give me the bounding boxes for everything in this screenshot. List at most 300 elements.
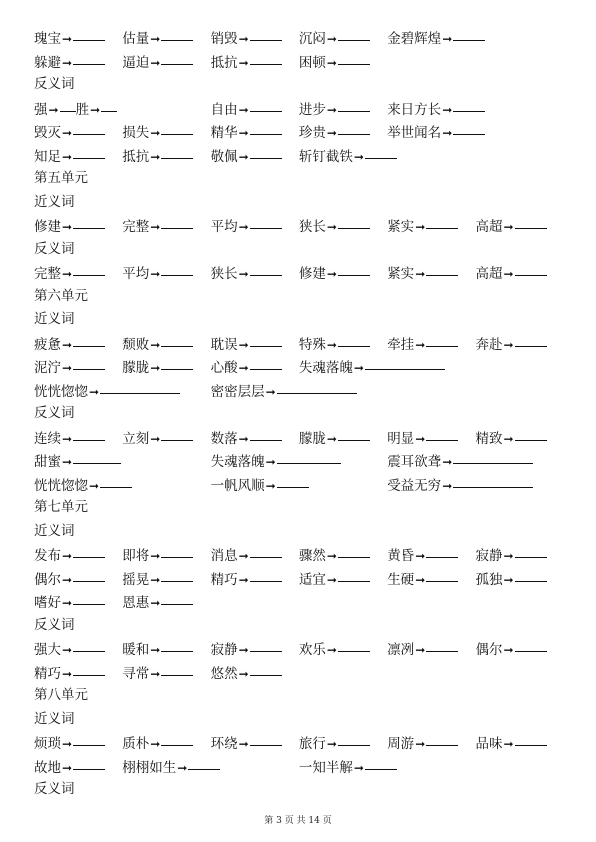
answer-blank[interactable] bbox=[365, 355, 445, 370]
arrow-icon: ➞ bbox=[62, 126, 73, 140]
word-item bbox=[299, 637, 387, 663]
word-text: 凛冽 bbox=[387, 642, 415, 658]
word-row bbox=[34, 590, 564, 614]
word-text: 故地 bbox=[34, 759, 61, 776]
arrow-icon: ➞ bbox=[238, 32, 249, 46]
answer-blank[interactable] bbox=[73, 731, 105, 746]
answer-blank[interactable] bbox=[161, 355, 193, 370]
answer-blank[interactable] bbox=[338, 543, 370, 558]
word-item bbox=[211, 449, 388, 475]
answer-blank[interactable] bbox=[73, 637, 105, 652]
word-text: 摇晃 bbox=[122, 571, 150, 588]
word-text: 心酸 bbox=[210, 360, 238, 376]
word-item bbox=[211, 26, 299, 52]
word-text: 精巧 bbox=[210, 571, 238, 588]
answer-blank[interactable] bbox=[515, 731, 547, 746]
arrow-icon: ➞ bbox=[415, 643, 426, 657]
word-row bbox=[34, 755, 564, 779]
word-text: 寂静 bbox=[210, 642, 238, 658]
arrow-icon: ➞ bbox=[442, 126, 453, 140]
answer-blank[interactable] bbox=[73, 214, 105, 229]
word-item bbox=[387, 214, 475, 240]
answer-blank[interactable] bbox=[73, 449, 121, 464]
arrow-icon: ➞ bbox=[265, 384, 276, 399]
answer-blank[interactable] bbox=[338, 50, 370, 65]
answer-blank[interactable] bbox=[250, 543, 282, 558]
word-item bbox=[387, 543, 475, 569]
answer-blank[interactable] bbox=[250, 214, 282, 229]
word-item bbox=[475, 214, 563, 240]
arrow-icon: ➞ bbox=[326, 32, 337, 46]
arrow-icon: ➞ bbox=[326, 549, 337, 563]
section-heading: 近义词 bbox=[34, 522, 75, 539]
answer-blank[interactable] bbox=[515, 426, 547, 441]
word-text: 损失 bbox=[122, 125, 150, 141]
answer-blank[interactable] bbox=[73, 261, 105, 276]
answer-blank[interactable] bbox=[426, 567, 458, 582]
answer-blank[interactable] bbox=[161, 590, 193, 605]
word-item bbox=[387, 426, 475, 452]
arrow-icon: ➞ bbox=[48, 102, 59, 117]
answer-blank[interactable] bbox=[426, 637, 458, 652]
answer-blank[interactable] bbox=[426, 214, 458, 229]
arrow-icon: ➞ bbox=[238, 572, 249, 587]
answer-blank[interactable] bbox=[161, 26, 193, 41]
answer-blank[interactable] bbox=[73, 26, 105, 41]
word-item bbox=[299, 426, 387, 452]
word-text: 旅行 bbox=[298, 736, 326, 752]
answer-blank[interactable] bbox=[161, 214, 193, 229]
arrow-icon: ➞ bbox=[150, 337, 161, 352]
answer-blank[interactable] bbox=[515, 567, 547, 582]
word-item bbox=[34, 590, 122, 616]
word-text: 失魂落魄 bbox=[210, 454, 265, 470]
answer-blank[interactable] bbox=[73, 120, 105, 135]
word-text: 精致 bbox=[475, 430, 503, 447]
answer-blank[interactable] bbox=[338, 731, 370, 746]
word-text: 奔赴 bbox=[475, 336, 503, 353]
arrow-icon: ➞ bbox=[62, 760, 73, 775]
answer-blank[interactable] bbox=[515, 637, 547, 652]
answer-blank[interactable] bbox=[277, 449, 341, 464]
word-text: 朦胧 bbox=[298, 430, 326, 447]
word-item bbox=[299, 97, 387, 123]
word-item bbox=[34, 543, 122, 569]
word-item bbox=[34, 261, 122, 287]
word-text: 抵抗 bbox=[122, 148, 150, 165]
word-text: 一知半解 bbox=[298, 759, 353, 776]
word-row bbox=[34, 261, 564, 285]
arrow-icon: ➞ bbox=[442, 32, 453, 46]
arrow-icon: ➞ bbox=[238, 737, 249, 751]
word-item bbox=[211, 637, 299, 663]
word-text: 一帆风顺 bbox=[210, 477, 265, 494]
arrow-icon: ➞ bbox=[150, 220, 161, 234]
answer-blank[interactable] bbox=[338, 97, 370, 112]
word-item bbox=[34, 50, 122, 76]
arrow-icon: ➞ bbox=[62, 149, 73, 164]
answer-blank[interactable] bbox=[161, 543, 193, 558]
word-row bbox=[34, 120, 564, 144]
answer-blank[interactable] bbox=[453, 97, 485, 112]
word-text: 来日方长 bbox=[387, 101, 442, 118]
arrow-icon: ➞ bbox=[503, 643, 514, 657]
word-row bbox=[34, 214, 564, 238]
arrow-icon: ➞ bbox=[415, 431, 426, 446]
word-text: 朦胧 bbox=[122, 360, 150, 376]
answer-blank[interactable] bbox=[338, 261, 370, 276]
word-text: 寂静 bbox=[475, 548, 503, 564]
answer-blank[interactable] bbox=[453, 26, 485, 41]
word-text: 恩惠 bbox=[122, 595, 150, 611]
word-item bbox=[299, 214, 387, 240]
section-heading: 近义词 bbox=[34, 710, 75, 727]
word-row bbox=[34, 637, 564, 661]
word-item bbox=[475, 731, 563, 757]
word-text: 举世闻名 bbox=[387, 125, 442, 141]
answer-blank[interactable] bbox=[250, 661, 282, 676]
answer-blank[interactable] bbox=[100, 379, 180, 394]
answer-blank[interactable] bbox=[73, 567, 105, 582]
arrow-icon: ➞ bbox=[503, 549, 514, 563]
word-item bbox=[299, 731, 387, 757]
word-item bbox=[299, 120, 387, 146]
word-item bbox=[211, 355, 299, 381]
word-item bbox=[211, 543, 299, 569]
answer-blank[interactable] bbox=[338, 214, 370, 229]
answer-blank[interactable] bbox=[161, 661, 193, 676]
word-text: 平均 bbox=[210, 219, 238, 235]
word-row bbox=[34, 379, 564, 403]
word-text: 修建 bbox=[34, 219, 61, 235]
word-item bbox=[122, 50, 210, 76]
answer-blank[interactable] bbox=[250, 120, 282, 135]
word-text: 特殊 bbox=[298, 336, 326, 353]
answer-blank[interactable] bbox=[161, 637, 193, 652]
arrow-icon: ➞ bbox=[62, 32, 73, 46]
answer-blank[interactable] bbox=[250, 26, 282, 41]
answer-blank[interactable] bbox=[161, 120, 193, 135]
word-item bbox=[387, 731, 475, 757]
answer-blank[interactable] bbox=[250, 97, 282, 112]
arrow-icon: ➞ bbox=[353, 760, 364, 775]
arrow-icon: ➞ bbox=[326, 102, 337, 117]
answer-blank[interactable] bbox=[515, 543, 547, 558]
arrow-icon: ➞ bbox=[415, 267, 426, 281]
arrow-icon: ➞ bbox=[503, 431, 514, 446]
word-text: 平均 bbox=[122, 266, 150, 282]
word-text: 发布 bbox=[34, 548, 61, 564]
answer-blank[interactable] bbox=[101, 97, 117, 112]
word-text: 耽误 bbox=[210, 336, 238, 353]
word-text: 精华 bbox=[210, 125, 238, 141]
word-item bbox=[211, 261, 299, 287]
answer-blank[interactable] bbox=[73, 50, 105, 65]
answer-blank[interactable] bbox=[250, 50, 282, 65]
word-item bbox=[475, 637, 563, 663]
answer-blank[interactable] bbox=[250, 731, 282, 746]
word-item bbox=[34, 661, 122, 687]
word-item bbox=[34, 120, 122, 146]
answer-blank[interactable] bbox=[515, 214, 547, 229]
answer-blank[interactable] bbox=[73, 755, 105, 770]
word-item bbox=[475, 332, 563, 358]
word-item bbox=[122, 332, 210, 358]
word-text: 疲惫 bbox=[34, 336, 61, 353]
answer-blank[interactable] bbox=[453, 449, 533, 464]
answer-blank[interactable] bbox=[250, 261, 282, 276]
arrow-icon: ➞ bbox=[442, 478, 453, 493]
word-item bbox=[211, 50, 299, 76]
answer-blank[interactable] bbox=[426, 426, 458, 441]
answer-blank[interactable] bbox=[250, 332, 282, 347]
word-item bbox=[211, 379, 388, 405]
answer-blank[interactable] bbox=[365, 755, 397, 770]
arrow-icon: ➞ bbox=[150, 666, 161, 681]
word-text: 质朴 bbox=[122, 736, 150, 752]
arrow-icon: ➞ bbox=[150, 126, 161, 140]
arrow-icon: ➞ bbox=[503, 737, 514, 751]
answer-blank[interactable] bbox=[338, 120, 370, 135]
arrow-icon: ➞ bbox=[326, 431, 337, 446]
arrow-icon: ➞ bbox=[326, 643, 337, 657]
word-item bbox=[211, 144, 299, 170]
word-item bbox=[387, 26, 564, 52]
answer-blank[interactable] bbox=[60, 97, 76, 112]
word-text: 消息 bbox=[210, 548, 238, 564]
word-text: 适宜 bbox=[298, 571, 326, 588]
arrow-icon: ➞ bbox=[238, 549, 249, 563]
word-item bbox=[122, 590, 210, 616]
answer-blank[interactable] bbox=[188, 755, 220, 770]
word-item bbox=[211, 214, 299, 240]
word-text: 栩栩如生 bbox=[122, 759, 177, 776]
arrow-icon: ➞ bbox=[150, 643, 161, 657]
section-heading: 反义词 bbox=[34, 405, 75, 421]
arrow-icon: ➞ bbox=[150, 572, 161, 587]
word-text: 进步 bbox=[298, 101, 326, 118]
page-footer: 第 3 页 共 14 页 bbox=[264, 816, 332, 826]
word-item bbox=[122, 637, 210, 663]
word-text: 寻常 bbox=[122, 665, 150, 682]
answer-blank[interactable] bbox=[100, 473, 132, 488]
word-item bbox=[122, 355, 210, 381]
word-text: 颓败 bbox=[122, 336, 150, 353]
arrow-icon: ➞ bbox=[62, 455, 73, 469]
word-text: 躲避 bbox=[34, 54, 61, 71]
word-text: 逼迫 bbox=[122, 54, 150, 71]
answer-blank[interactable] bbox=[73, 543, 105, 558]
word-row bbox=[34, 661, 564, 685]
answer-blank[interactable] bbox=[426, 543, 458, 558]
word-row bbox=[34, 543, 564, 567]
word-item bbox=[475, 543, 563, 569]
answer-blank[interactable] bbox=[73, 426, 105, 441]
worksheet-content bbox=[34, 26, 564, 802]
word-text: 毁灭 bbox=[34, 125, 61, 141]
answer-blank[interactable] bbox=[250, 355, 282, 370]
word-item bbox=[299, 50, 387, 76]
word-item bbox=[34, 214, 122, 240]
arrow-icon: ➞ bbox=[150, 149, 161, 164]
arrow-icon: ➞ bbox=[62, 643, 73, 657]
answer-blank[interactable] bbox=[161, 731, 193, 746]
word-item bbox=[122, 426, 210, 452]
word-text: 偶尔 bbox=[475, 642, 503, 658]
answer-blank[interactable] bbox=[338, 26, 370, 41]
word-item bbox=[122, 120, 210, 146]
answer-blank[interactable] bbox=[277, 379, 357, 394]
answer-blank[interactable] bbox=[73, 355, 105, 370]
word-item bbox=[211, 120, 299, 146]
arrow-icon: ➞ bbox=[415, 337, 426, 352]
arrow-icon: ➞ bbox=[503, 572, 514, 587]
word-item bbox=[211, 473, 388, 499]
word-text: 甜蜜 bbox=[34, 454, 61, 470]
arrow-icon: ➞ bbox=[238, 102, 249, 117]
arrow-icon: ➞ bbox=[150, 431, 161, 446]
arrow-icon: ➞ bbox=[150, 267, 161, 281]
word-text: 孤独 bbox=[475, 571, 503, 588]
word-text: 金碧辉煌 bbox=[387, 31, 442, 47]
arrow-icon: ➞ bbox=[89, 384, 100, 399]
arrow-icon: ➞ bbox=[238, 643, 249, 657]
word-text: 连续 bbox=[34, 430, 61, 447]
answer-blank[interactable] bbox=[277, 473, 309, 488]
word-item bbox=[211, 426, 299, 452]
word-item bbox=[299, 261, 387, 287]
section-heading: 反义词 bbox=[34, 240, 75, 257]
word-item bbox=[387, 97, 564, 123]
arrow-icon: ➞ bbox=[238, 361, 249, 375]
word-row bbox=[34, 26, 564, 50]
word-text: 强 bbox=[34, 101, 48, 118]
word-text: 骤然 bbox=[298, 548, 326, 564]
word-row bbox=[34, 567, 564, 591]
word-item bbox=[34, 26, 122, 52]
word-text: 生硬 bbox=[387, 571, 415, 588]
word-row bbox=[34, 473, 564, 497]
word-item bbox=[211, 731, 299, 757]
word-text: 环绕 bbox=[210, 736, 238, 752]
word-text: 销毁 bbox=[210, 31, 238, 47]
word-text: 偶尔 bbox=[34, 571, 61, 588]
answer-blank[interactable] bbox=[161, 567, 193, 582]
word-item bbox=[122, 567, 210, 593]
word-text: 胜 bbox=[75, 101, 90, 118]
word-item bbox=[122, 144, 210, 170]
answer-blank[interactable] bbox=[453, 120, 485, 135]
word-item bbox=[299, 144, 476, 170]
arrow-icon: ➞ bbox=[415, 549, 426, 563]
word-item bbox=[34, 379, 211, 405]
answer-blank[interactable] bbox=[453, 473, 533, 488]
answer-blank[interactable] bbox=[161, 144, 193, 159]
word-item bbox=[387, 473, 564, 499]
answer-blank[interactable] bbox=[161, 332, 193, 347]
word-item bbox=[34, 355, 122, 381]
word-text: 受益无穷 bbox=[387, 477, 442, 494]
word-row bbox=[34, 332, 564, 356]
word-row bbox=[34, 426, 564, 450]
answer-blank[interactable] bbox=[250, 144, 282, 159]
arrow-icon: ➞ bbox=[62, 220, 73, 234]
answer-blank[interactable] bbox=[161, 426, 193, 441]
answer-blank[interactable] bbox=[73, 144, 105, 159]
word-text: 周游 bbox=[387, 736, 415, 752]
word-item bbox=[211, 567, 299, 593]
word-item bbox=[387, 637, 475, 663]
arrow-icon: ➞ bbox=[62, 431, 73, 446]
word-item bbox=[122, 661, 210, 687]
answer-blank[interactable] bbox=[250, 426, 282, 441]
answer-blank[interactable] bbox=[73, 661, 105, 676]
answer-blank[interactable] bbox=[515, 261, 547, 276]
answer-blank[interactable] bbox=[250, 637, 282, 652]
arrow-icon: ➞ bbox=[442, 455, 453, 469]
arrow-icon: ➞ bbox=[150, 32, 161, 46]
word-item bbox=[122, 755, 299, 781]
arrow-icon: ➞ bbox=[238, 55, 249, 70]
answer-blank[interactable] bbox=[365, 144, 397, 159]
word-text: 悠然 bbox=[210, 665, 238, 682]
arrow-icon: ➞ bbox=[62, 666, 73, 681]
word-text: 修建 bbox=[298, 266, 326, 282]
word-text: 困顿 bbox=[298, 54, 326, 71]
answer-blank[interactable] bbox=[515, 332, 547, 347]
arrow-icon: ➞ bbox=[62, 337, 73, 352]
answer-blank[interactable] bbox=[161, 261, 193, 276]
answer-blank[interactable] bbox=[338, 637, 370, 652]
word-text: 震耳欲聋 bbox=[387, 454, 442, 470]
word-item bbox=[122, 261, 210, 287]
answer-blank[interactable] bbox=[338, 567, 370, 582]
section-heading: 反义词 bbox=[34, 616, 75, 633]
word-text: 高超 bbox=[475, 219, 503, 235]
arrow-icon: ➞ bbox=[415, 737, 426, 751]
arrow-icon: ➞ bbox=[415, 220, 426, 234]
answer-blank[interactable] bbox=[73, 590, 105, 605]
arrow-icon: ➞ bbox=[326, 337, 337, 352]
arrow-icon: ➞ bbox=[326, 572, 337, 587]
word-text: 泥泞 bbox=[34, 360, 61, 376]
answer-blank[interactable] bbox=[426, 332, 458, 347]
arrow-icon: ➞ bbox=[150, 361, 161, 375]
word-item bbox=[387, 261, 475, 287]
answer-blank[interactable] bbox=[250, 567, 282, 582]
word-item bbox=[34, 567, 122, 593]
word-text: 黄昏 bbox=[387, 548, 415, 564]
answer-blank[interactable] bbox=[73, 332, 105, 347]
answer-blank[interactable] bbox=[426, 731, 458, 746]
word-item bbox=[34, 426, 122, 452]
word-item bbox=[211, 97, 299, 123]
answer-blank[interactable] bbox=[426, 261, 458, 276]
answer-blank[interactable] bbox=[338, 426, 370, 441]
word-text: 失魂落魄 bbox=[298, 360, 353, 376]
word-text: 敬佩 bbox=[210, 148, 238, 165]
answer-blank[interactable] bbox=[338, 332, 370, 347]
arrow-icon: ➞ bbox=[150, 549, 161, 563]
word-text: 品味 bbox=[475, 736, 503, 752]
word-text: 高超 bbox=[475, 266, 503, 282]
arrow-icon: ➞ bbox=[62, 55, 73, 70]
word-text: 知足 bbox=[34, 148, 61, 165]
word-text: 珍贵 bbox=[298, 125, 326, 141]
answer-blank[interactable] bbox=[161, 50, 193, 65]
arrow-icon: ➞ bbox=[62, 737, 73, 751]
word-item bbox=[122, 731, 210, 757]
